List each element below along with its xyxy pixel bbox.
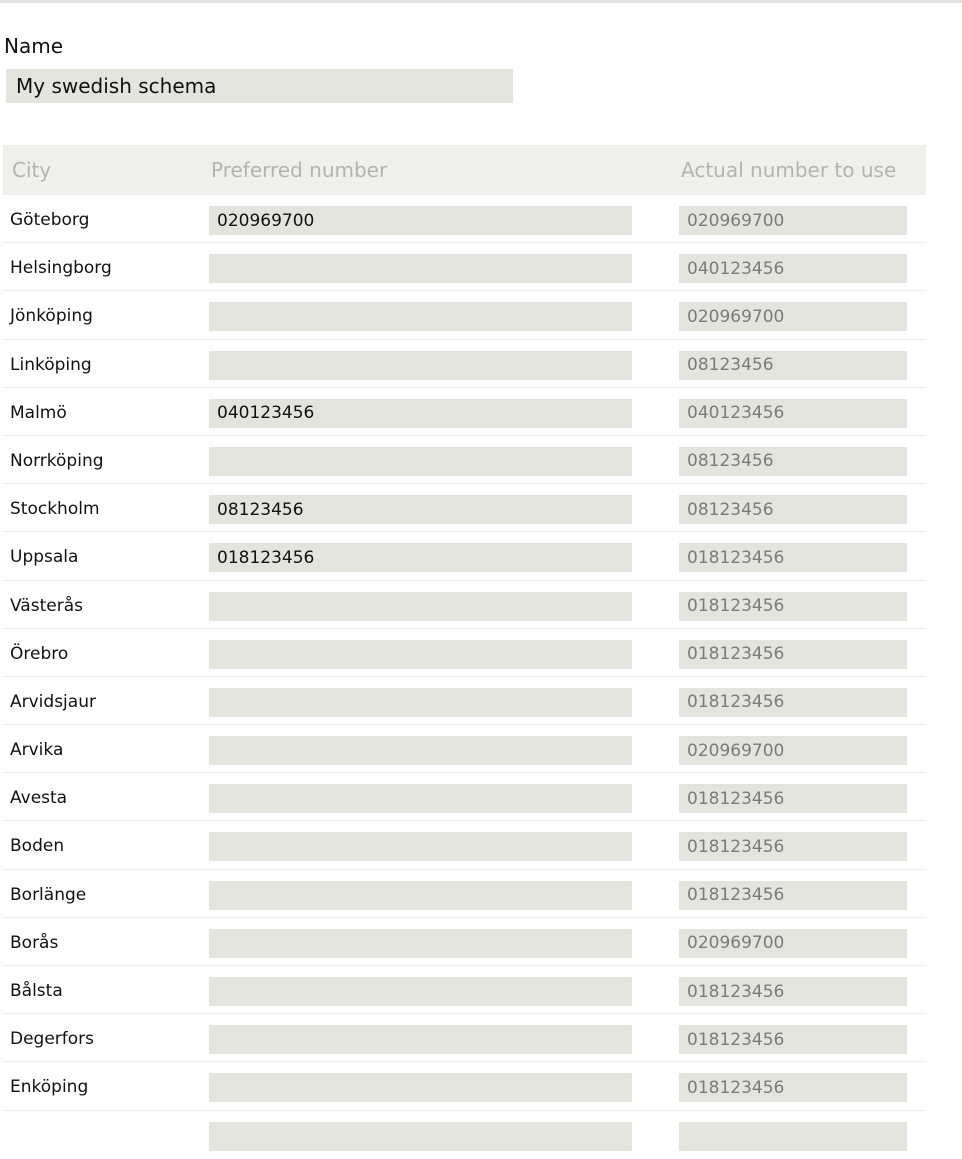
table-row [3, 773, 926, 821]
preferred-number-input[interactable] [209, 206, 632, 235]
city-name: Göteborg [10, 210, 90, 230]
table-row [3, 1062, 926, 1110]
actual-number-field [679, 302, 907, 331]
city-name: Arvika [10, 740, 64, 761]
actual-number-field [679, 495, 907, 524]
preferred-number-input[interactable] [209, 1073, 632, 1102]
preferred-number-input[interactable] [209, 592, 632, 621]
actual-number-field [679, 447, 907, 476]
preferred-number-input[interactable] [209, 881, 632, 910]
actual-number-field [679, 543, 907, 572]
table-row [3, 243, 926, 291]
city-name: Enköping [10, 1077, 89, 1098]
preferred-number-input[interactable] [209, 543, 632, 572]
table-row [3, 918, 926, 966]
city-name: Örebro [10, 643, 69, 664]
city-name: Jönköping [10, 306, 93, 327]
city-name: Boden [10, 836, 65, 857]
top-border [0, 0, 962, 3]
preferred-number-input[interactable] [209, 302, 632, 331]
table-row [3, 629, 926, 677]
table-row [3, 484, 926, 532]
actual-number-field [679, 1025, 907, 1054]
table-row [3, 388, 926, 436]
table-row [3, 436, 926, 484]
city-name: Bålsta [10, 981, 63, 1001]
city-name: Degerfors [10, 1029, 95, 1050]
table-row [3, 677, 926, 725]
actual-number-field [679, 1073, 907, 1102]
actual-number-field [679, 399, 907, 428]
preferred-number-input[interactable] [209, 977, 632, 1006]
preferred-number-input[interactable] [209, 736, 632, 765]
actual-number-field [679, 832, 907, 861]
table-row [3, 725, 926, 773]
city-name: Norrköping [10, 450, 104, 471]
table-row [3, 821, 926, 869]
preferred-number-input[interactable] [209, 399, 632, 428]
header-city: City [12, 158, 52, 182]
actual-number-field [679, 351, 907, 380]
table-row [3, 581, 926, 629]
actual-number-field [679, 688, 907, 717]
table-row [3, 195, 926, 243]
preferred-number-input[interactable] [209, 688, 632, 717]
actual-number-field [679, 929, 907, 958]
preferred-number-input[interactable] [209, 447, 632, 476]
preferred-number-input[interactable] [209, 832, 632, 861]
preferred-number-input[interactable] [209, 254, 632, 283]
city-name: Stockholm [10, 499, 100, 520]
actual-number-field [679, 1122, 907, 1151]
actual-number-field [679, 784, 907, 813]
preferred-number-input[interactable] [209, 784, 632, 813]
actual-number-field [679, 206, 907, 235]
city-name: Arvidsjaur [10, 691, 96, 712]
actual-number-field [679, 736, 907, 765]
actual-number-field [679, 881, 907, 910]
table-row [3, 532, 926, 580]
preferred-number-input[interactable] [209, 929, 632, 958]
preferred-number-input[interactable] [209, 1025, 632, 1054]
city-number-table [3, 195, 926, 1159]
actual-number-field [679, 640, 907, 669]
city-name: Avesta [10, 788, 68, 809]
preferred-number-input[interactable] [209, 351, 632, 380]
table-row [3, 1014, 926, 1062]
header-actual-number: Actual number to use [681, 158, 897, 182]
header-preferred-number: Preferred number [211, 158, 388, 182]
preferred-number-input[interactable] [209, 1122, 632, 1151]
table-row [3, 870, 926, 918]
table-row [3, 966, 926, 1014]
city-name: Västerås [10, 595, 83, 616]
actual-number-field [679, 977, 907, 1006]
preferred-number-input[interactable] [209, 495, 632, 524]
city-name: Helsingborg [10, 258, 112, 279]
city-name: Uppsala [10, 547, 79, 568]
city-name: Malmö [10, 402, 67, 423]
city-name: Borlänge [10, 884, 87, 905]
preferred-number-input[interactable] [209, 640, 632, 669]
table-row [3, 291, 926, 339]
name-label: Name [4, 34, 64, 58]
name-input[interactable] [6, 69, 513, 103]
table-row [3, 340, 926, 388]
table-header [3, 145, 926, 195]
actual-number-field [679, 592, 907, 621]
actual-number-field [679, 254, 907, 283]
table-row [3, 1111, 926, 1159]
city-name: Borås [10, 932, 59, 953]
city-name: Linköping [10, 354, 92, 375]
